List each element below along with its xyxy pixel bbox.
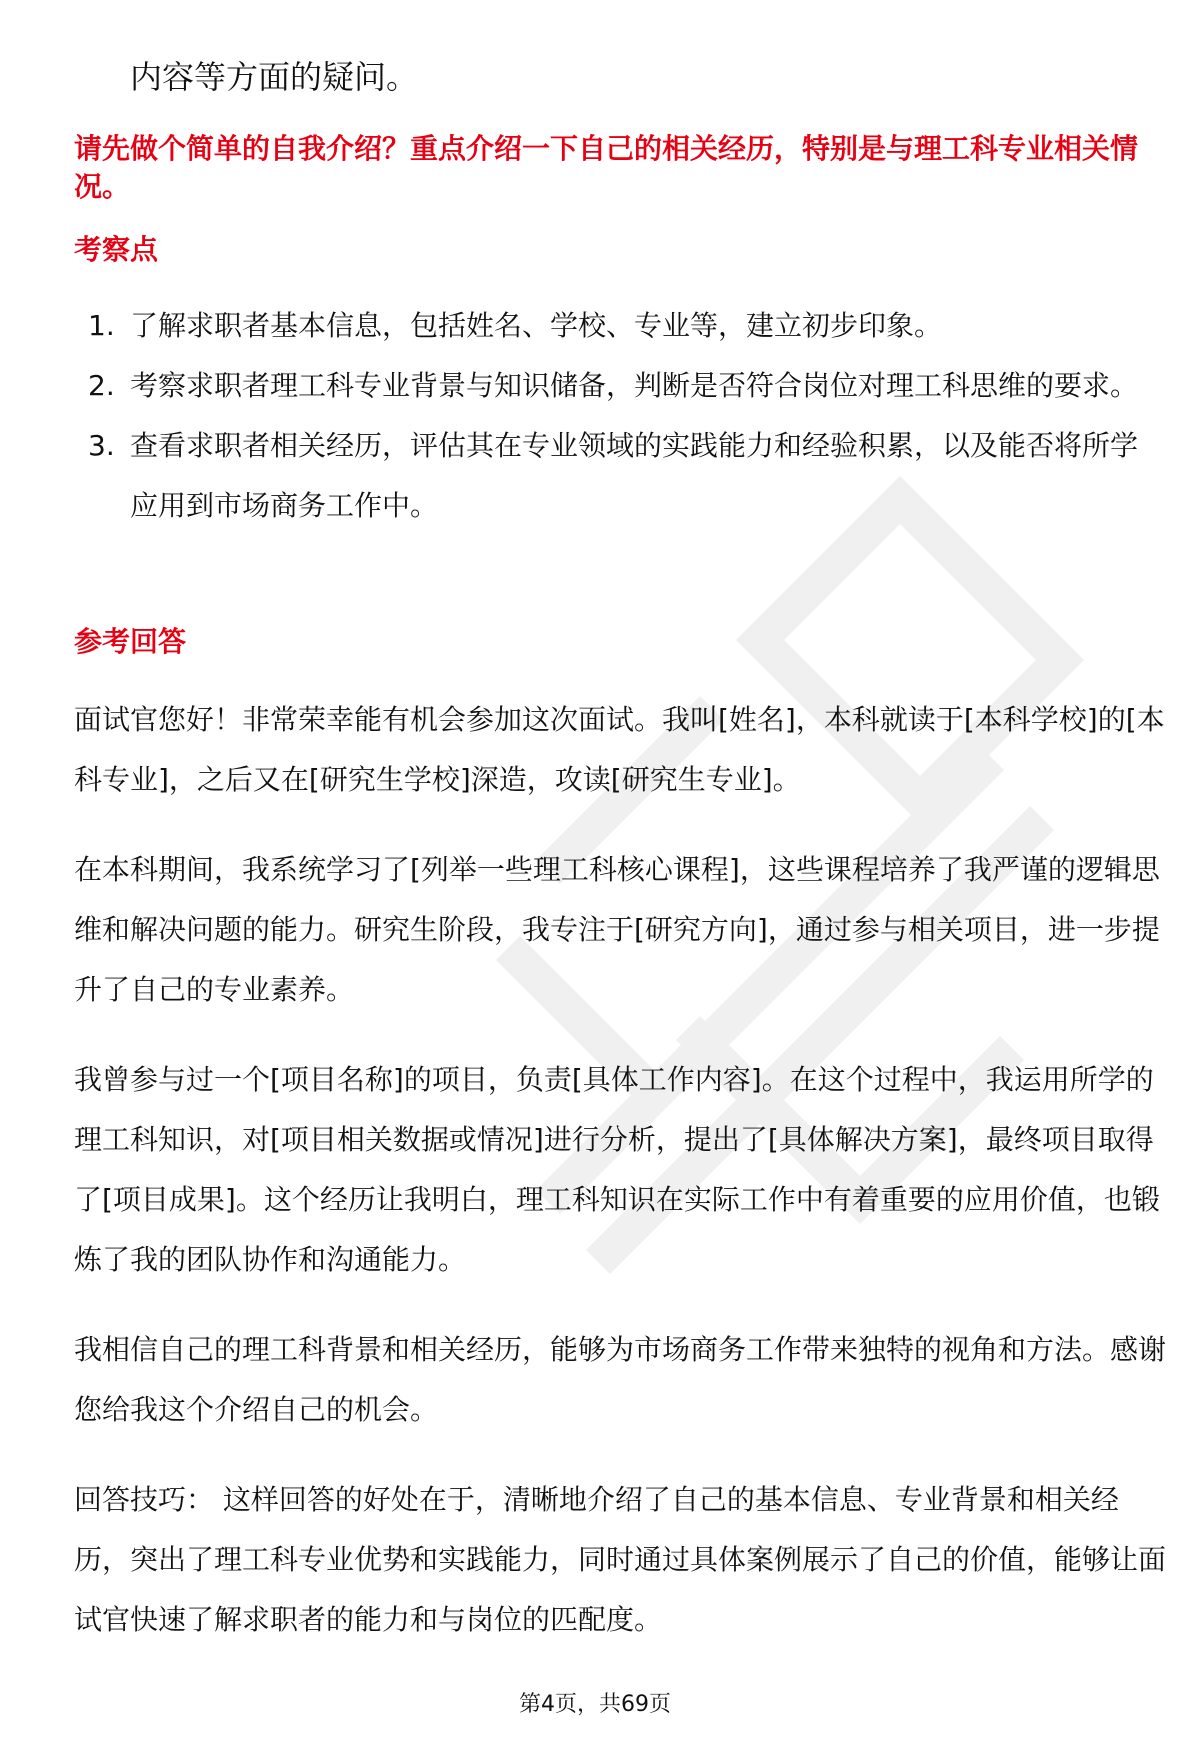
list-item-text: 考察求职者理工科专业背景与知识储备，判断是否符合岗位对理工科思维的要求。 [130,369,1139,402]
answer-paragraph: 我相信自己的理工科背景和相关经历，能够为市场商务工作带来独特的视角和方法。感谢您给我这个介绍自己的机会。 [74,1333,1167,1426]
interview-question: 请先做个简单的自我介绍？重点介绍一下自己的相关经历，特别是与理工科专业相关情况。 [74,132,1139,203]
answer-paragraph: 面试官您好！非常荣幸能有机会参加这次面试。我叫[姓名]，本科就读于[本科学校]的[本科专业]，之后又在[研究生学校]深造，攻读[研究生专业]。 [74,703,1165,796]
reference-answer-heading: 参考回答 [74,625,187,658]
key-points-heading: 考察点 [74,233,159,266]
list-item [74,296,1164,356]
list-item-text: 查看求职者相关经历，评估其在专业领域的实践能力和经验积累，以及能否将所学应用到市场商务工作中。 [130,429,1139,522]
continued-text-line: 内容等方面的疑问。 [130,58,419,96]
answer-paragraph: 在本科期间，我系统学习了[列举一些理工科核心课程]，这些课程培养了我严谨的逻辑思维和解决问题的能力。研究生阶段，我专注于[研究方向]，通过参与相关项目，进一步提升了自己的专业素养。 [74,853,1160,1006]
answer-tips-paragraph: 回答技巧： 这样回答的好处在于，清晰地介绍了自己的基本信息、专业背景和相关经历，突出了理工科专业优势和实践能力，同时通过具体案例展示了自己的价值，能够让面试官快速了解求职者的能力和与岗位的匹配度。 [74,1483,1167,1636]
list-item [74,356,1164,416]
list-item-number: 3. [88,429,115,462]
answer-paragraph: 我曾参与过一个[项目名称]的项目，负责[具体工作内容]。在这个过程中，我运用所学的理工科知识，对[项目相关数据或情况]进行分析，提出了[具体解决方案]，最终项目取得了[项目成果]。这个经历让我明白，理工科知识在实际工作中有着重要的应用价值，也锻炼了我的团队协作和沟通能力。 [74,1063,1160,1276]
key-points-list [74,296,1164,536]
page-number-footer: 第4页，共69页 [519,1692,671,1717]
list-item-number: 1. [88,309,115,342]
list-item-number: 2. [88,369,115,402]
list-item [74,416,1164,536]
list-item-text: 了解求职者基本信息，包括姓名、学校、专业等，建立初步印象。 [130,309,943,342]
